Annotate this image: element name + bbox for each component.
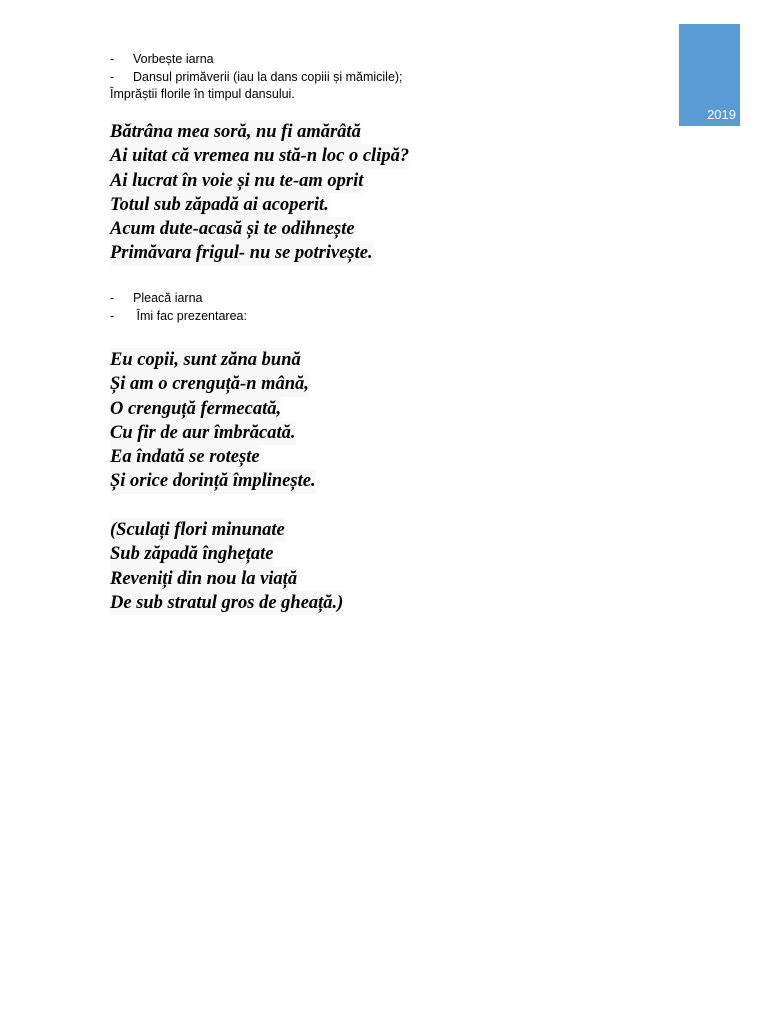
poem-stanza-1: [110, 120, 409, 266]
verse-line: Ea îndată se rotește: [110, 445, 260, 469]
stage-directions-middle: [110, 290, 247, 325]
direction-text: Dansul primăverii (iau la dans copiii și mămicile);: [133, 69, 403, 84]
bullet-dash: -: [110, 291, 115, 305]
direction-item: [110, 69, 403, 87]
year-label: 2019: [707, 107, 736, 122]
poem-stanza-2: [110, 348, 316, 494]
verse-line: O crenguță fermecată,: [110, 397, 281, 421]
verse-line: Și orice dorință împlinește.: [110, 469, 316, 493]
bullet-dash: -: [110, 69, 115, 84]
stage-directions-top: [110, 51, 403, 104]
direction-text: Vorbește iarna: [133, 52, 214, 66]
verse-line: Acum dute-acasă și te odihnește: [110, 217, 355, 241]
year-tab: [679, 24, 740, 126]
verse-line: Primăvara frigul- nu se potrivește.: [110, 241, 373, 265]
direction-continuation: Împrăștii florile în timpul dansului.: [110, 87, 295, 101]
verse-line: Totul sub zăpadă ai acoperit.: [110, 193, 329, 217]
direction-item: [110, 308, 247, 326]
verse-line: Ai uitat că vremea nu stă-n loc o clipă?: [110, 144, 409, 168]
verse-line: Cu fir de aur îmbrăcată.: [110, 421, 296, 445]
poem-stanza-3: [110, 518, 343, 615]
verse-line: Ai lucrat în voie și nu te-am oprit: [110, 169, 363, 193]
direction-item: [110, 290, 247, 308]
verse-line: Bătrâna mea soră, nu fi amărâtă: [110, 120, 361, 144]
direction-text: Îmi fac prezentarea:: [133, 308, 247, 323]
verse-line: Sub zăpadă înghețate: [110, 542, 273, 566]
verse-line: De sub stratul gros de gheață.): [110, 591, 343, 615]
verse-line: Reveniți din nou la viață: [110, 567, 297, 591]
direction-item: [110, 51, 403, 69]
bullet-dash: -: [110, 52, 115, 66]
bullet-dash: -: [110, 308, 115, 323]
direction-text: Pleacă iarna: [133, 291, 203, 305]
verse-line: Și am o crenguță-n mână,: [110, 372, 309, 396]
verse-line: (Sculați flori minunate: [110, 518, 285, 542]
verse-line: Eu copii, sunt zăna bună: [110, 348, 301, 372]
